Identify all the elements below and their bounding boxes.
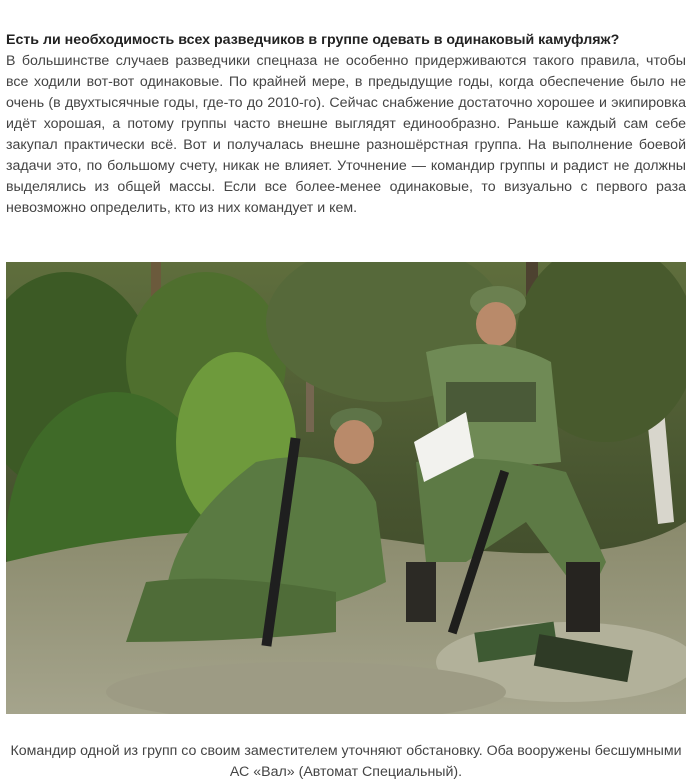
answer-paragraph: В большинстве случаев разведчики спецназа не особенно придерживаются такого правила, чтобы все ходили вот-вот одинаковые. По крайней мере, в предыдущие годы, когда обеспечение было не очень (в двухтысячные годы, где-то до 2010-го). Сейчас снабжение достаточно хорошее и экипировка идёт хорошая, а потому группы часто внешне выглядят единообразно. Раньше каждый сам себе закупал практически всё. Вот и получалась внешне разношёрстная группа. На выполнение боевой задачи это, по большому счету, никак не влияет. Уточнение — командир группы и радист не должны выделялись из общей массы. Если все более-менее одинаковые, то визуально с первого раза невозможно определить, кто из них командует и кем. xyxy=(6,53,686,216)
question-heading: Есть ли необходимость всех разведчиков в группе одевать в одинаковый камуфляж? xyxy=(6,32,620,48)
photo-caption: Командир одной из групп со своим заместителем уточняют обстановку. Оба вооружены бесшумными АС «Вал» (Автомат Специальный). xyxy=(10,743,682,780)
article-text xyxy=(6,30,686,219)
soldiers-photo xyxy=(6,262,686,714)
